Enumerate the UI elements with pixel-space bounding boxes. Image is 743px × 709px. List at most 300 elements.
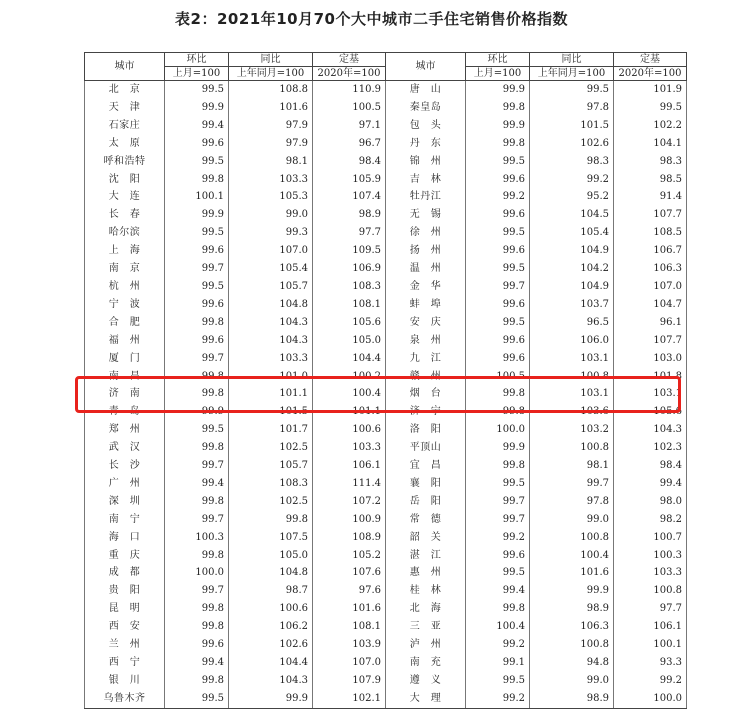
cell-base-right: 103.1 bbox=[614, 385, 687, 403]
cell-city-right: 扬 州 bbox=[386, 242, 466, 260]
cell-mom-left: 100.0 bbox=[165, 564, 229, 582]
cell-base-right: 107.0 bbox=[614, 278, 687, 296]
header-mom-left: 环比 bbox=[165, 53, 229, 67]
cell-base-right: 97.7 bbox=[614, 600, 687, 618]
cell-yoy-right: 99.5 bbox=[530, 81, 614, 99]
cell-mom-right: 99.6 bbox=[466, 350, 530, 368]
table-header bbox=[85, 53, 687, 81]
cell-yoy-left: 104.8 bbox=[229, 296, 313, 314]
cell-mom-left: 99.6 bbox=[165, 242, 229, 260]
cell-base-left: 100.4 bbox=[313, 385, 386, 403]
cell-yoy-left: 104.4 bbox=[229, 654, 313, 672]
cell-yoy-left: 101.5 bbox=[229, 403, 313, 421]
cell-yoy-right: 99.9 bbox=[530, 582, 614, 600]
cell-city-right: 烟 台 bbox=[386, 385, 466, 403]
cell-city-right: 唐 山 bbox=[386, 81, 466, 99]
cell-city-right: 三 亚 bbox=[386, 618, 466, 636]
cell-city-left: 呼和浩特 bbox=[85, 153, 165, 171]
cell-mom-left: 99.8 bbox=[165, 600, 229, 618]
table-row bbox=[85, 81, 687, 99]
cell-yoy-left: 107.0 bbox=[229, 242, 313, 260]
table-row bbox=[85, 529, 687, 547]
cell-city-right: 大 理 bbox=[386, 690, 466, 708]
cell-base-left: 100.2 bbox=[313, 368, 386, 386]
cell-city-left: 长 沙 bbox=[85, 457, 165, 475]
cell-yoy-right: 106.3 bbox=[530, 618, 614, 636]
cell-base-left: 100.6 bbox=[313, 421, 386, 439]
cell-base-left: 111.4 bbox=[313, 475, 386, 493]
cell-mom-right: 99.5 bbox=[466, 314, 530, 332]
cell-city-right: 锦 州 bbox=[386, 153, 466, 171]
table-row bbox=[85, 457, 687, 475]
table-row bbox=[85, 296, 687, 314]
cell-yoy-left: 103.3 bbox=[229, 171, 313, 189]
cell-base-right: 98.4 bbox=[614, 457, 687, 475]
cell-yoy-right: 102.6 bbox=[530, 135, 614, 153]
cell-yoy-right: 101.6 bbox=[530, 564, 614, 582]
cell-mom-left: 99.6 bbox=[165, 332, 229, 350]
cell-yoy-right: 96.5 bbox=[530, 314, 614, 332]
cell-city-right: 蚌 埠 bbox=[386, 296, 466, 314]
cell-mom-left: 99.8 bbox=[165, 385, 229, 403]
table-row bbox=[85, 439, 687, 457]
cell-base-right: 91.4 bbox=[614, 188, 687, 206]
cell-yoy-right: 105.4 bbox=[530, 224, 614, 242]
cell-base-left: 110.9 bbox=[313, 81, 386, 99]
cell-city-right: 九 江 bbox=[386, 350, 466, 368]
cell-city-left: 合 肥 bbox=[85, 314, 165, 332]
cell-base-right: 102.3 bbox=[614, 439, 687, 457]
cell-mom-right: 99.6 bbox=[466, 332, 530, 350]
cell-yoy-right: 104.2 bbox=[530, 260, 614, 278]
cell-yoy-right: 98.3 bbox=[530, 153, 614, 171]
cell-city-left: 青 岛 bbox=[85, 403, 165, 421]
cell-mom-left: 100.3 bbox=[165, 529, 229, 547]
cell-yoy-right: 99.7 bbox=[530, 475, 614, 493]
cell-yoy-right: 101.5 bbox=[530, 117, 614, 135]
cell-city-left: 贵 阳 bbox=[85, 582, 165, 600]
cell-base-right: 105.6 bbox=[614, 403, 687, 421]
cell-yoy-right: 103.1 bbox=[530, 350, 614, 368]
table-row bbox=[85, 618, 687, 636]
cell-base-left: 102.1 bbox=[313, 690, 386, 708]
cell-yoy-left: 101.6 bbox=[229, 99, 313, 117]
cell-city-left: 昆 明 bbox=[85, 600, 165, 618]
cell-mom-right: 99.8 bbox=[466, 99, 530, 117]
cell-city-left: 南 昌 bbox=[85, 368, 165, 386]
cell-mom-left: 99.7 bbox=[165, 582, 229, 600]
cell-mom-right: 99.8 bbox=[466, 385, 530, 403]
cell-city-left: 济 南 bbox=[85, 385, 165, 403]
cell-base-left: 108.9 bbox=[313, 529, 386, 547]
cell-base-left: 101.1 bbox=[313, 403, 386, 421]
cell-yoy-right: 106.0 bbox=[530, 332, 614, 350]
cell-mom-right: 99.5 bbox=[466, 564, 530, 582]
cell-yoy-left: 105.4 bbox=[229, 260, 313, 278]
cell-yoy-right: 103.2 bbox=[530, 421, 614, 439]
header-mom-right: 环比 bbox=[466, 53, 530, 67]
cell-yoy-left: 102.5 bbox=[229, 493, 313, 511]
table-row bbox=[85, 421, 687, 439]
cell-city-left: 西 安 bbox=[85, 618, 165, 636]
cell-city-left: 石家庄 bbox=[85, 117, 165, 135]
cell-mom-right: 99.5 bbox=[466, 224, 530, 242]
cell-city-right: 洛 阳 bbox=[386, 421, 466, 439]
cell-city-right: 赣 州 bbox=[386, 368, 466, 386]
cell-base-left: 98.9 bbox=[313, 206, 386, 224]
cell-yoy-left: 99.0 bbox=[229, 206, 313, 224]
cell-yoy-left: 101.7 bbox=[229, 421, 313, 439]
cell-city-right: 韶 关 bbox=[386, 529, 466, 547]
cell-mom-left: 99.9 bbox=[165, 403, 229, 421]
cell-mom-left: 99.7 bbox=[165, 457, 229, 475]
cell-base-right: 98.0 bbox=[614, 493, 687, 511]
cell-base-right: 100.0 bbox=[614, 690, 687, 708]
cell-city-right: 安 庆 bbox=[386, 314, 466, 332]
table-row bbox=[85, 206, 687, 224]
cell-yoy-right: 104.9 bbox=[530, 278, 614, 296]
cell-yoy-right: 94.8 bbox=[530, 654, 614, 672]
cell-city-right: 惠 州 bbox=[386, 564, 466, 582]
cell-city-left: 天 津 bbox=[85, 99, 165, 117]
cell-yoy-right: 98.1 bbox=[530, 457, 614, 475]
cell-mom-left: 99.5 bbox=[165, 81, 229, 99]
cell-city-left: 深 圳 bbox=[85, 493, 165, 511]
cell-mom-left: 99.6 bbox=[165, 296, 229, 314]
cell-yoy-left: 106.2 bbox=[229, 618, 313, 636]
cell-base-left: 105.2 bbox=[313, 547, 386, 565]
header-base-sub-right: 2020年=100 bbox=[614, 67, 687, 81]
cell-mom-left: 99.8 bbox=[165, 368, 229, 386]
cell-city-right: 吉 林 bbox=[386, 171, 466, 189]
table-row bbox=[85, 403, 687, 421]
cell-city-left: 厦 门 bbox=[85, 350, 165, 368]
table-row bbox=[85, 690, 687, 708]
cell-base-right: 99.2 bbox=[614, 672, 687, 690]
cell-yoy-left: 102.6 bbox=[229, 636, 313, 654]
cell-yoy-right: 100.8 bbox=[530, 636, 614, 654]
header-base-sub-left: 2020年=100 bbox=[313, 67, 386, 81]
cell-mom-left: 99.5 bbox=[165, 224, 229, 242]
cell-city-left: 杭 州 bbox=[85, 278, 165, 296]
cell-city-right: 秦皇岛 bbox=[386, 99, 466, 117]
cell-yoy-left: 107.5 bbox=[229, 529, 313, 547]
cell-mom-left: 99.8 bbox=[165, 672, 229, 690]
table-row bbox=[85, 99, 687, 117]
cell-base-left: 103.3 bbox=[313, 439, 386, 457]
cell-base-left: 105.6 bbox=[313, 314, 386, 332]
cell-yoy-left: 102.5 bbox=[229, 439, 313, 457]
cell-base-left: 97.6 bbox=[313, 582, 386, 600]
table-row bbox=[85, 135, 687, 153]
cell-mom-right: 99.6 bbox=[466, 242, 530, 260]
cell-mom-right: 100.0 bbox=[466, 421, 530, 439]
cell-yoy-left: 101.1 bbox=[229, 385, 313, 403]
cell-mom-left: 99.8 bbox=[165, 618, 229, 636]
cell-mom-right: 99.4 bbox=[466, 582, 530, 600]
cell-city-left: 哈尔滨 bbox=[85, 224, 165, 242]
cell-base-right: 102.2 bbox=[614, 117, 687, 135]
table-row bbox=[85, 117, 687, 135]
cell-yoy-right: 99.0 bbox=[530, 511, 614, 529]
cell-city-left: 南 宁 bbox=[85, 511, 165, 529]
cell-base-left: 105.0 bbox=[313, 332, 386, 350]
cell-city-left: 福 州 bbox=[85, 332, 165, 350]
cell-base-left: 100.9 bbox=[313, 511, 386, 529]
cell-city-left: 成 都 bbox=[85, 564, 165, 582]
cell-mom-right: 99.5 bbox=[466, 260, 530, 278]
table-body bbox=[85, 81, 687, 709]
cell-yoy-right: 103.7 bbox=[530, 296, 614, 314]
cell-yoy-right: 100.8 bbox=[530, 439, 614, 457]
cell-base-left: 101.6 bbox=[313, 600, 386, 618]
cell-yoy-left: 103.3 bbox=[229, 350, 313, 368]
cell-city-right: 湛 江 bbox=[386, 547, 466, 565]
cell-city-left: 银 川 bbox=[85, 672, 165, 690]
cell-base-left: 104.4 bbox=[313, 350, 386, 368]
header-yoy-sub-right: 上年同月=100 bbox=[530, 67, 614, 81]
cell-base-right: 104.1 bbox=[614, 135, 687, 153]
cell-yoy-right: 104.9 bbox=[530, 242, 614, 260]
cell-city-left: 广 州 bbox=[85, 475, 165, 493]
cell-city-left: 兰 州 bbox=[85, 636, 165, 654]
cell-city-left: 太 原 bbox=[85, 135, 165, 153]
cell-mom-right: 99.8 bbox=[466, 457, 530, 475]
cell-mom-right: 99.8 bbox=[466, 403, 530, 421]
cell-yoy-right: 103.1 bbox=[530, 385, 614, 403]
cell-base-right: 104.3 bbox=[614, 421, 687, 439]
cell-city-right: 北 海 bbox=[386, 600, 466, 618]
cell-mom-left: 99.4 bbox=[165, 654, 229, 672]
cell-mom-right: 99.1 bbox=[466, 654, 530, 672]
cell-yoy-right: 100.4 bbox=[530, 547, 614, 565]
cell-yoy-left: 99.9 bbox=[229, 690, 313, 708]
cell-mom-left: 99.9 bbox=[165, 99, 229, 117]
cell-mom-left: 100.1 bbox=[165, 188, 229, 206]
cell-base-right: 106.1 bbox=[614, 618, 687, 636]
cell-city-right: 徐 州 bbox=[386, 224, 466, 242]
cell-mom-right: 99.6 bbox=[466, 547, 530, 565]
cell-city-right: 平顶山 bbox=[386, 439, 466, 457]
cell-mom-left: 99.5 bbox=[165, 421, 229, 439]
header-yoy-right: 同比 bbox=[530, 53, 614, 67]
cell-base-left: 96.7 bbox=[313, 135, 386, 153]
cell-base-left: 103.9 bbox=[313, 636, 386, 654]
cell-base-right: 100.3 bbox=[614, 547, 687, 565]
cell-mom-left: 99.5 bbox=[165, 690, 229, 708]
table-row bbox=[85, 547, 687, 565]
cell-yoy-left: 97.9 bbox=[229, 135, 313, 153]
cell-city-left: 郑 州 bbox=[85, 421, 165, 439]
cell-base-left: 98.4 bbox=[313, 153, 386, 171]
cell-mom-right: 100.4 bbox=[466, 618, 530, 636]
cell-mom-right: 99.2 bbox=[466, 690, 530, 708]
header-city-left: 城市 bbox=[85, 53, 165, 81]
table-row bbox=[85, 564, 687, 582]
cell-base-right: 98.3 bbox=[614, 153, 687, 171]
cell-city-right: 济 宁 bbox=[386, 403, 466, 421]
cell-base-right: 108.5 bbox=[614, 224, 687, 242]
cell-yoy-right: 97.8 bbox=[530, 493, 614, 511]
cell-yoy-right: 98.9 bbox=[530, 690, 614, 708]
cell-mom-left: 99.6 bbox=[165, 636, 229, 654]
cell-base-left: 97.1 bbox=[313, 117, 386, 135]
cell-city-right: 襄 阳 bbox=[386, 475, 466, 493]
cell-base-left: 106.1 bbox=[313, 457, 386, 475]
table-row bbox=[85, 332, 687, 350]
cell-city-right: 南 充 bbox=[386, 654, 466, 672]
cell-base-right: 104.7 bbox=[614, 296, 687, 314]
cell-base-left: 107.6 bbox=[313, 564, 386, 582]
cell-mom-left: 99.4 bbox=[165, 475, 229, 493]
cell-base-right: 100.8 bbox=[614, 582, 687, 600]
cell-base-right: 103.0 bbox=[614, 350, 687, 368]
cell-yoy-right: 99.2 bbox=[530, 171, 614, 189]
price-index-table bbox=[84, 52, 687, 709]
cell-mom-right: 99.6 bbox=[466, 206, 530, 224]
table-title: 表2：2021年10月70个大中城市二手住宅销售价格指数 bbox=[175, 10, 568, 28]
cell-mom-left: 99.8 bbox=[165, 439, 229, 457]
cell-mom-left: 99.9 bbox=[165, 206, 229, 224]
table-row bbox=[85, 511, 687, 529]
cell-base-left: 97.7 bbox=[313, 224, 386, 242]
table-row bbox=[85, 188, 687, 206]
cell-yoy-left: 99.3 bbox=[229, 224, 313, 242]
cell-yoy-left: 104.3 bbox=[229, 672, 313, 690]
cell-yoy-right: 99.0 bbox=[530, 672, 614, 690]
cell-city-right: 宜 昌 bbox=[386, 457, 466, 475]
cell-city-left: 武 汉 bbox=[85, 439, 165, 457]
cell-base-left: 106.9 bbox=[313, 260, 386, 278]
cell-base-left: 107.0 bbox=[313, 654, 386, 672]
cell-yoy-left: 100.6 bbox=[229, 600, 313, 618]
table-row bbox=[85, 582, 687, 600]
cell-yoy-right: 95.2 bbox=[530, 188, 614, 206]
cell-base-right: 99.5 bbox=[614, 99, 687, 117]
cell-mom-right: 99.6 bbox=[466, 171, 530, 189]
table-row bbox=[85, 385, 687, 403]
cell-yoy-right: 104.5 bbox=[530, 206, 614, 224]
cell-mom-left: 99.8 bbox=[165, 493, 229, 511]
cell-mom-left: 99.8 bbox=[165, 314, 229, 332]
cell-yoy-left: 97.9 bbox=[229, 117, 313, 135]
cell-yoy-left: 105.7 bbox=[229, 457, 313, 475]
cell-yoy-right: 98.9 bbox=[530, 600, 614, 618]
cell-yoy-right: 97.8 bbox=[530, 99, 614, 117]
cell-base-left: 108.1 bbox=[313, 618, 386, 636]
cell-city-right: 常 德 bbox=[386, 511, 466, 529]
cell-city-left: 大 连 bbox=[85, 188, 165, 206]
cell-city-right: 温 州 bbox=[386, 260, 466, 278]
cell-mom-right: 99.2 bbox=[466, 636, 530, 654]
cell-yoy-left: 98.7 bbox=[229, 582, 313, 600]
cell-mom-left: 99.7 bbox=[165, 350, 229, 368]
table-row bbox=[85, 224, 687, 242]
cell-base-left: 107.2 bbox=[313, 493, 386, 511]
cell-base-left: 108.3 bbox=[313, 278, 386, 296]
header-base-left: 定基 bbox=[313, 53, 386, 67]
cell-base-left: 108.1 bbox=[313, 296, 386, 314]
table-row bbox=[85, 636, 687, 654]
cell-base-left: 107.9 bbox=[313, 672, 386, 690]
cell-mom-right: 100.5 bbox=[466, 368, 530, 386]
cell-yoy-left: 105.7 bbox=[229, 278, 313, 296]
cell-mom-left: 99.8 bbox=[165, 547, 229, 565]
cell-mom-right: 99.8 bbox=[466, 600, 530, 618]
header-city-right: 城市 bbox=[386, 53, 466, 81]
cell-yoy-left: 104.3 bbox=[229, 332, 313, 350]
table-row bbox=[85, 350, 687, 368]
cell-city-left: 长 春 bbox=[85, 206, 165, 224]
cell-base-left: 105.9 bbox=[313, 171, 386, 189]
cell-base-right: 101.8 bbox=[614, 368, 687, 386]
cell-mom-left: 99.7 bbox=[165, 511, 229, 529]
cell-mom-left: 99.8 bbox=[165, 171, 229, 189]
cell-yoy-left: 105.3 bbox=[229, 188, 313, 206]
table-row bbox=[85, 278, 687, 296]
cell-city-left: 西 宁 bbox=[85, 654, 165, 672]
cell-mom-right: 99.8 bbox=[466, 135, 530, 153]
header-base-right: 定基 bbox=[614, 53, 687, 67]
cell-mom-left: 99.5 bbox=[165, 278, 229, 296]
cell-city-left: 宁 波 bbox=[85, 296, 165, 314]
cell-city-left: 沈 阳 bbox=[85, 171, 165, 189]
cell-city-left: 乌鲁木齐 bbox=[85, 690, 165, 708]
cell-base-right: 107.7 bbox=[614, 332, 687, 350]
cell-base-left: 109.5 bbox=[313, 242, 386, 260]
table-row bbox=[85, 242, 687, 260]
cell-base-right: 106.3 bbox=[614, 260, 687, 278]
cell-base-right: 100.7 bbox=[614, 529, 687, 547]
cell-city-right: 泸 州 bbox=[386, 636, 466, 654]
cell-mom-right: 99.5 bbox=[466, 475, 530, 493]
cell-yoy-right: 100.8 bbox=[530, 529, 614, 547]
cell-yoy-right: 103.6 bbox=[530, 403, 614, 421]
cell-mom-left: 99.5 bbox=[165, 153, 229, 171]
table-row bbox=[85, 672, 687, 690]
cell-base-right: 103.3 bbox=[614, 564, 687, 582]
cell-yoy-left: 105.0 bbox=[229, 547, 313, 565]
cell-city-right: 丹 东 bbox=[386, 135, 466, 153]
cell-city-right: 包 头 bbox=[386, 117, 466, 135]
cell-mom-left: 99.7 bbox=[165, 260, 229, 278]
table-row bbox=[85, 171, 687, 189]
cell-base-right: 107.7 bbox=[614, 206, 687, 224]
cell-mom-right: 99.7 bbox=[466, 511, 530, 529]
cell-yoy-left: 104.3 bbox=[229, 314, 313, 332]
table-row bbox=[85, 600, 687, 618]
header-yoy-sub-left: 上年同月=100 bbox=[229, 67, 313, 81]
table-row bbox=[85, 475, 687, 493]
cell-yoy-left: 108.8 bbox=[229, 81, 313, 99]
cell-mom-right: 99.9 bbox=[466, 81, 530, 99]
cell-base-right: 100.1 bbox=[614, 636, 687, 654]
cell-city-right: 岳 阳 bbox=[386, 493, 466, 511]
cell-yoy-left: 108.3 bbox=[229, 475, 313, 493]
cell-base-right: 98.5 bbox=[614, 171, 687, 189]
cell-base-left: 107.4 bbox=[313, 188, 386, 206]
cell-yoy-right: 100.8 bbox=[530, 368, 614, 386]
cell-mom-right: 99.7 bbox=[466, 493, 530, 511]
cell-base-right: 93.3 bbox=[614, 654, 687, 672]
cell-mom-right: 99.9 bbox=[466, 439, 530, 457]
cell-base-right: 101.9 bbox=[614, 81, 687, 99]
cell-base-right: 99.4 bbox=[614, 475, 687, 493]
cell-base-left: 100.5 bbox=[313, 99, 386, 117]
cell-city-right: 无 锡 bbox=[386, 206, 466, 224]
cell-city-left: 重 庆 bbox=[85, 547, 165, 565]
cell-city-right: 遵 义 bbox=[386, 672, 466, 690]
